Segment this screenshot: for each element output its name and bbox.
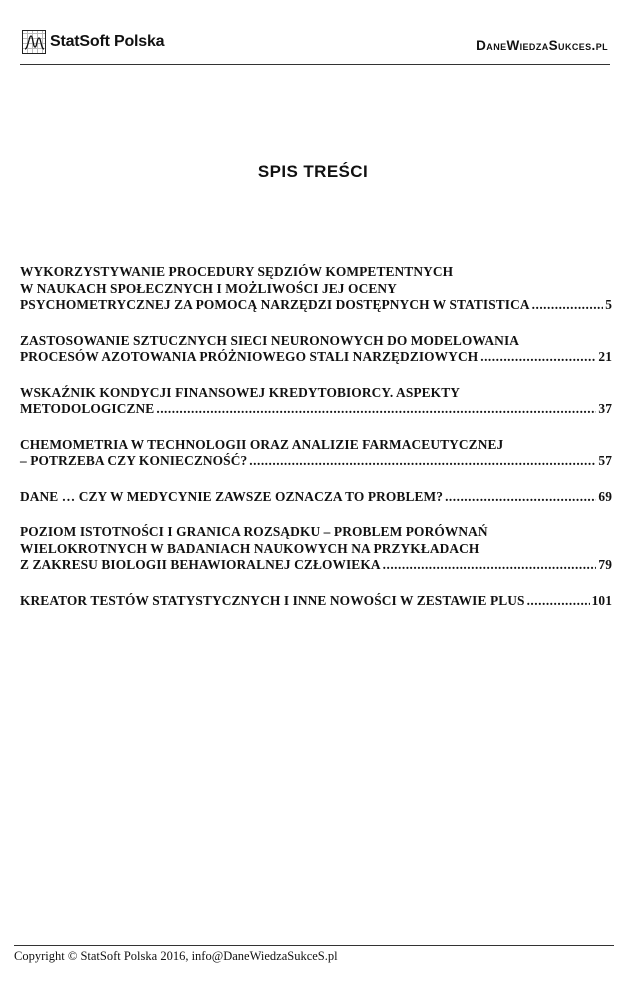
toc-entry[interactable] <box>20 385 612 418</box>
toc-page-number: 79 <box>598 557 612 572</box>
toc-entry-line <box>20 349 612 366</box>
toc-entry-line <box>20 297 612 314</box>
toc-entry[interactable] <box>20 524 612 574</box>
toc-entry-title-line: Z ZAKRESU BIOLOGII BEHAWIORALNEJ CZŁOWIEKA <box>20 557 381 572</box>
page-header <box>20 28 610 65</box>
toc-entry-title-line: METODOLOGICZNE <box>20 401 155 416</box>
toc-entry-title-line: ZASTOSOWANIE SZTUCZNYCH SIECI NEURONOWYCH DO MODELOWANIA <box>20 332 520 348</box>
toc-entry-line <box>20 557 612 574</box>
toc-dot-leader <box>532 297 604 314</box>
toc-entry-line <box>20 401 612 418</box>
toc-page-number: 69 <box>598 488 612 504</box>
toc-page-number: 37 <box>598 401 612 416</box>
toc-entry-title-line: KREATOR TESTÓW STATYSTYCZNYCH I INNE NOWOŚCI W ZESTAWIE PLUS <box>20 592 525 608</box>
statsoft-chart-icon <box>22 30 46 54</box>
toc-entry[interactable] <box>20 593 612 610</box>
toc-entry-line <box>20 593 612 610</box>
toc-entry-title-line: DANE … CZY W MEDYCYNIE ZAWSZE OZNACZA TO PROBLEM? <box>20 488 444 504</box>
toc-entry-title-line: WSKAŹNIK KONDYCJI FINANSOWEJ KREDYTOBIORCY. ASPEKTY <box>20 384 460 400</box>
toc-entry-title-line: WIELOKROTNYCH W BADANIACH NAUKOWYCH NA PRZYKŁADACH <box>20 540 480 556</box>
danewiedzasukces-logo: DaneWiedzaSukces.pl <box>476 38 608 53</box>
toc-entry[interactable] <box>20 333 612 366</box>
toc-dot-leader <box>445 489 596 506</box>
toc-entry-line <box>20 437 612 454</box>
toc-entry-title-line: WYKORZYSTYWANIE PROCEDURY SĘDZIÓW KOMPETENTNYCH <box>20 264 454 279</box>
toc-entry-line <box>20 453 612 470</box>
toc-entry-line <box>20 524 612 541</box>
toc-entry-title-line: W NAUKACH SPOŁECZNYCH I MOŻLIWOŚCI JEJ OCENY <box>20 280 397 296</box>
statsoft-logo <box>22 28 164 56</box>
toc-dot-leader <box>527 593 590 610</box>
toc-entry-title-line: POZIOM ISTOTNOŚCI I GRANICA ROZSĄDKU – PROBLEM PORÓWNAŃ <box>20 524 488 539</box>
table-of-contents <box>20 264 612 628</box>
toc-entry-title-line: – POTRZEBA CZY KONIECZNOŚĆ? <box>20 453 248 468</box>
toc-page-number: 57 <box>598 453 612 468</box>
toc-entry-line <box>20 541 612 558</box>
toc-entry-title-line: PSYCHOMETRYCZNEJ ZA POMOCĄ NARZĘDZI DOSTĘPNYCH W STATISTICA <box>20 297 530 312</box>
copyright-text: Copyright © StatSoft Polska 2016, info@DaneWiedzaSukceS.pl <box>14 949 338 963</box>
toc-dot-leader <box>383 557 597 574</box>
toc-entry-line <box>20 489 612 506</box>
statsoft-logo-text: StatSoft Polska <box>50 33 165 50</box>
toc-entry-line <box>20 333 612 350</box>
toc-entry[interactable] <box>20 264 612 314</box>
page-title: SPIS TREŚCI <box>257 162 369 181</box>
toc-entry[interactable] <box>20 489 612 506</box>
toc-page-number: 5 <box>605 297 612 312</box>
toc-entry-title-line: CHEMOMETRIA W TECHNOLOGII ORAZ ANALIZIE FARMACEUTYCZNEJ <box>20 436 504 452</box>
toc-entry-line <box>20 264 612 281</box>
toc-dot-leader <box>480 349 596 366</box>
toc-page-number: 101 <box>591 592 612 608</box>
toc-dot-leader <box>249 453 596 470</box>
page-footer <box>14 945 614 964</box>
toc-dot-leader <box>156 401 596 418</box>
toc-page-number: 21 <box>598 349 612 364</box>
toc-entry-title-line: PROCESÓW AZOTOWANIA PRÓŻNIOWEGO STALI NARZĘDZIOWYCH <box>20 349 479 364</box>
toc-entry-line <box>20 281 612 298</box>
toc-entry[interactable] <box>20 437 612 470</box>
toc-entry-line <box>20 385 612 402</box>
